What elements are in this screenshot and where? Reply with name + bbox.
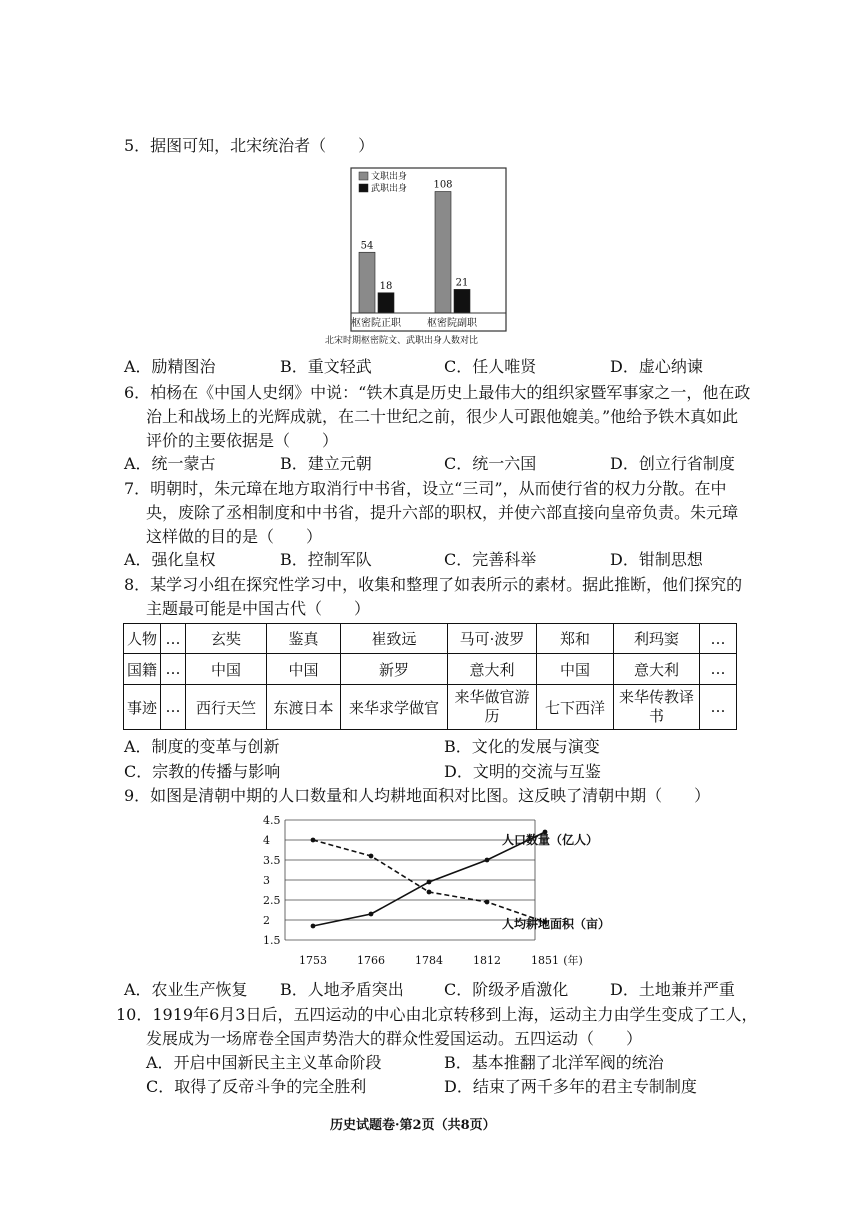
cell-person-2: 鉴真 (267, 624, 341, 654)
ellipsis-cell: … (161, 685, 186, 730)
bar-chart-legend (359, 170, 407, 194)
farmland-series-label: 人均耕地面积（亩） (502, 917, 611, 931)
q6-option-d[interactable]: D．创立行省制度 (610, 454, 735, 473)
line-chart-xticks (299, 953, 583, 967)
q8-table (123, 623, 737, 730)
ellipsis-cell: … (161, 654, 186, 685)
cell-person-5: 郑和 (537, 624, 614, 654)
q5-stem: 5．据图可知，北宋统治者（ ） (124, 136, 375, 155)
q8-option-c[interactable]: C．宗教的传播与影响 (124, 762, 281, 781)
cell-deed-6: 来华传教译书 (614, 685, 700, 730)
population-point (369, 912, 374, 917)
bar-chart-marks (351, 180, 506, 330)
y-tick-label: 1.5 (263, 934, 281, 947)
bar-category-label: 枢密院副职 (427, 318, 477, 329)
q8-line-2: 主题最可能是中国古代（ ） (146, 599, 371, 618)
page-footer: 历史试题卷·第2页（共8页） (330, 1118, 496, 1133)
q5-option-d[interactable]: D．虚心纳谏 (610, 357, 703, 376)
cell-nation-2: 中国 (267, 654, 341, 685)
q10-option-d[interactable]: D．结束了两千多年的君主专制制度 (444, 1077, 697, 1096)
cell-deed-4: 来华做官游历 (448, 685, 537, 730)
farmland-point (369, 854, 374, 859)
y-tick-label: 2.5 (263, 894, 281, 907)
q10-option-a[interactable]: A．开启中国新民主主义革命阶段 (146, 1053, 382, 1072)
cell-nation-5: 中国 (537, 654, 614, 685)
q6-line-1: 6．柏杨在《中国人史纲》中说：“铁木真是历史上最伟大的组织家暨军事家之一，他在政 (124, 383, 751, 402)
cell-person-1: 玄奘 (186, 624, 267, 654)
cell-person-6: 利玛窦 (614, 624, 700, 654)
bar-value-label: 18 (379, 280, 393, 292)
cell-deed-5: 七下西洋 (537, 685, 614, 730)
bar-military-1 (378, 293, 394, 313)
population-point (311, 924, 316, 929)
cell-deed-3: 来华求学做官 (341, 685, 448, 730)
bar-value-label: 54 (360, 240, 374, 252)
cell-person-4: 马可·波罗 (448, 624, 537, 654)
y-tick-label: 2 (263, 914, 270, 927)
table-row-nationality (124, 654, 737, 685)
row-head-deeds: 事迹 (124, 685, 161, 730)
q9-option-d[interactable]: D．土地兼并严重 (610, 980, 735, 999)
line-chart-yticks (263, 814, 281, 947)
bar-chart (340, 163, 510, 343)
row-head-people: 人物 (124, 624, 161, 654)
ellipsis-cell: … (700, 654, 737, 685)
table-row-deeds (124, 685, 737, 730)
q9-option-a[interactable]: A．农业生产恢复 (124, 980, 248, 999)
q6-option-a[interactable]: A．统一蒙古 (124, 454, 216, 473)
farmland-point (311, 838, 316, 843)
q5-option-b[interactable]: B．重文轻武 (280, 357, 372, 376)
farmland-point (427, 890, 432, 895)
legend-swatch (359, 184, 368, 192)
q9-option-b[interactable]: B．人地矛盾突出 (280, 980, 404, 999)
q7-option-d[interactable]: D．钳制思想 (610, 550, 703, 569)
q8-option-d[interactable]: D．文明的交流与互鉴 (444, 762, 601, 781)
q7-option-b[interactable]: B．控制军队 (280, 550, 372, 569)
bar-value-label: 21 (455, 277, 469, 289)
cell-nation-3: 新罗 (341, 654, 448, 685)
x-tick-label: 1812 (473, 954, 501, 967)
table-row-people (124, 624, 737, 654)
x-tick-label: 1766 (357, 954, 385, 967)
farmland-point (485, 900, 490, 905)
x-tick-label: 1753 (299, 954, 327, 967)
q7-option-c[interactable]: C．完善科举 (444, 550, 537, 569)
cell-nation-1: 中国 (186, 654, 267, 685)
q8-option-a[interactable]: A．制度的变革与创新 (124, 737, 280, 756)
ellipsis-cell: … (700, 685, 737, 730)
q7-line-2: 央，废除了丞相制度和中书省，提升六部的职权，并使六部直接向皇帝负责。朱元璋 (146, 503, 739, 522)
population-series-label: 人口数量（亿人） (502, 833, 599, 847)
cell-nation-4: 意大利 (448, 654, 537, 685)
line-chart-series-labels (502, 832, 610, 931)
q7-option-a[interactable]: A．强化皇权 (124, 550, 216, 569)
bar-chart-title: 北宋时期枢密院文、武职出身人数对比 (325, 336, 479, 346)
q10-option-c[interactable]: C．取得了反帝斗争的完全胜利 (146, 1077, 367, 1096)
q8-option-b[interactable]: B．文化的发展与演变 (444, 737, 600, 756)
q9-option-c[interactable]: C．阶级矛盾激化 (444, 980, 569, 999)
bar-value-label: 108 (433, 179, 453, 191)
x-tick-label: 1851 (531, 954, 559, 967)
legend-swatch (359, 172, 368, 180)
y-tick-label: 3.5 (263, 854, 281, 867)
y-tick-label: 4.5 (263, 814, 281, 827)
bar-civil-1 (359, 252, 375, 313)
q9-stem: 9．如图是清朝中期的人口数量和人均耕地面积对比图。这反映了清朝中期（ ） (124, 786, 711, 805)
row-head-nationality: 国籍 (124, 654, 161, 685)
bar-military-2 (454, 289, 470, 313)
q6-option-c[interactable]: C．统一六国 (444, 454, 537, 473)
x-unit-label: (年) (563, 954, 583, 967)
cell-person-3: 崔致远 (341, 624, 448, 654)
q10-option-b[interactable]: B．基本推翻了北洋军阀的统治 (444, 1053, 664, 1072)
population-point (485, 858, 490, 863)
legend-label: 文职出身 (371, 172, 408, 182)
q8-line-1: 8．某学习小组在探究性学习中，收集和整理了如表所示的素材。据此推断，他们探究的 (124, 575, 743, 594)
ellipsis-cell: … (700, 624, 737, 654)
bar-category-label: 枢密院正职 (351, 318, 401, 329)
q5-option-a[interactable]: A．励精图治 (124, 357, 216, 376)
x-tick-label: 1784 (415, 954, 443, 967)
q10-line-2: 发展成为一场席卷全国声势浩大的群众性爱国运动。五四运动（ ） (146, 1029, 643, 1048)
ellipsis-cell: … (161, 624, 186, 654)
population-point (427, 880, 432, 885)
q5-option-c[interactable]: C．任人唯贤 (444, 357, 537, 376)
y-tick-label: 3 (263, 874, 270, 887)
q6-line-3: 评价的主要依据是（ ） (146, 431, 339, 450)
q7-line-1: 7．明朝时，朱元璋在地方取消行中书省，设立“三司”，从而使行省的权力分散。在中 (124, 479, 727, 498)
cell-nation-6: 意大利 (614, 654, 700, 685)
q6-option-b[interactable]: B．建立元朝 (280, 454, 372, 473)
cell-deed-2: 东渡日本 (267, 685, 341, 730)
q6-line-2: 治上和战场上的光辉成就，在二十世纪之前，很少人可跟他媲美。”他给予铁木真如此 (146, 407, 739, 426)
q10-line-1: 10．1919年6月3日后，五四运动的中心由北京转移到上海，运动主力由学生变成了工人， (116, 1005, 758, 1024)
q7-line-3: 这样做的目的是（ ） (146, 527, 323, 546)
bar-civil-2 (435, 192, 451, 314)
legend-label: 武职出身 (371, 184, 408, 194)
cell-deed-1: 西行天竺 (186, 685, 267, 730)
y-tick-label: 4 (263, 834, 270, 847)
line-chart (250, 808, 630, 973)
